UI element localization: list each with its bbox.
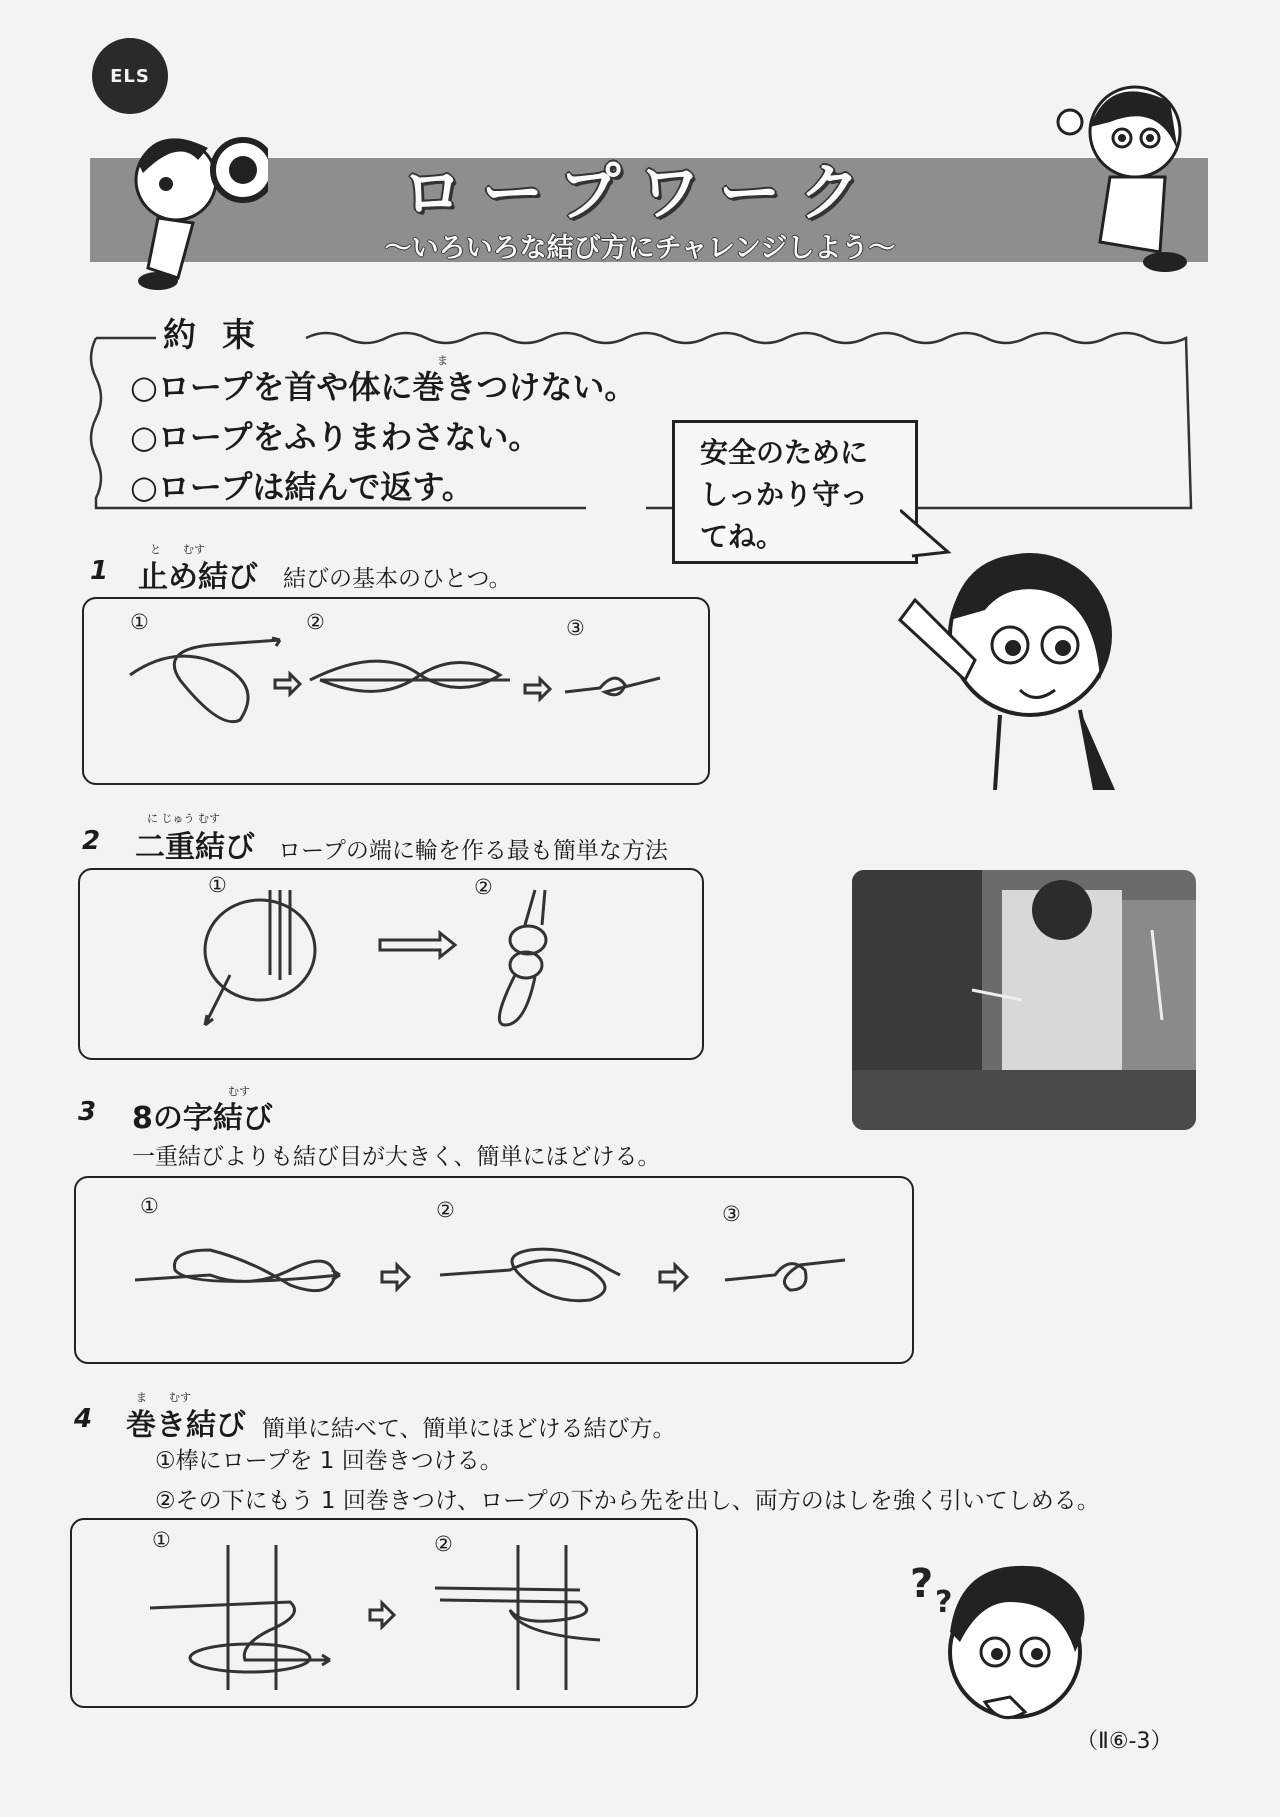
section-2-number: 2 bbox=[82, 826, 101, 856]
page-number: （Ⅱ⑥-3） bbox=[1076, 1729, 1173, 1754]
double-knot-diagram bbox=[190, 885, 590, 1045]
step-label: ① bbox=[130, 610, 149, 634]
step-label: ② bbox=[434, 1532, 453, 1556]
thinking-boy-illustration bbox=[900, 1552, 1110, 1732]
step-label: ① bbox=[208, 873, 227, 897]
section-3-description: 一重結びよりも結び目が大きく、簡単にほどける。 bbox=[132, 1144, 661, 1170]
speech-bubble-text: 安全のために しっかり守っ てね。 bbox=[700, 436, 869, 553]
step-label: ② bbox=[436, 1198, 455, 1222]
page-subtitle: ～いろいろな結び方にチャレンジしよう～ bbox=[384, 233, 896, 264]
page-title: ロープワーク bbox=[401, 156, 879, 229]
rule-item: ○ロープをふりまわさない。 bbox=[130, 418, 541, 456]
figure-eight-knot-diagram bbox=[130, 1230, 870, 1330]
section-2-title: 二重結び bbox=[135, 830, 255, 865]
section-3-ruby: むす bbox=[228, 1085, 250, 1098]
step-label: ② bbox=[474, 875, 493, 899]
section-4-ruby: ま むす bbox=[136, 1391, 191, 1404]
step-label: ② bbox=[306, 610, 325, 634]
pointing-girl-large-illustration bbox=[895, 540, 1135, 790]
promise-rules bbox=[130, 362, 636, 512]
school-logo: ELS bbox=[92, 38, 168, 114]
pointing-girl-illustration bbox=[1050, 72, 1210, 282]
section-4-instruction-1: ①棒にロープを 1 回巻きつける。 bbox=[155, 1448, 503, 1474]
section-1-description: 結びの基本のひとつ。 bbox=[283, 566, 512, 592]
step-label: ① bbox=[140, 1194, 159, 1218]
section-2-description: ロープの端に輪を作る最も簡単な方法 bbox=[278, 838, 668, 864]
magnifier-boy-illustration bbox=[118, 118, 268, 298]
section-3-title: 8の字結び bbox=[132, 1101, 273, 1136]
svg-text:?: ? bbox=[910, 1561, 934, 1607]
promise-heading: 約束 bbox=[163, 315, 281, 354]
section-1-number: 1 bbox=[90, 556, 109, 586]
section-4-number: 4 bbox=[74, 1404, 93, 1434]
rule-item: ○ロープは結んで返す。 bbox=[130, 468, 474, 506]
step-label: ① bbox=[152, 1528, 171, 1552]
section-4-title: 巻き結び bbox=[126, 1408, 246, 1443]
kids-rope-photo bbox=[852, 870, 1196, 1130]
section-4-description: 簡単に結べて、簡単にほどける結び方。 bbox=[262, 1416, 676, 1442]
rule-item: ○ロープを首や体に巻きつけない。 bbox=[130, 368, 637, 406]
step-label: ③ bbox=[722, 1202, 741, 1226]
overhand-knot-diagram bbox=[120, 630, 680, 750]
clove-hitch-diagram bbox=[140, 1540, 660, 1700]
section-1-ruby: と むす bbox=[150, 543, 205, 556]
section-4-instruction-2: ②その下にもう 1 回巻きつけ、ロープの下から先を出し、両方のはしを強く引いてしめる。 bbox=[155, 1488, 1100, 1514]
section-1-title: 止め結び bbox=[138, 560, 258, 595]
step-label: ③ bbox=[566, 616, 585, 640]
svg-text:?: ? bbox=[935, 1585, 953, 1620]
section-2-ruby: に じゅう むす bbox=[147, 812, 220, 825]
ruby-maki: ま bbox=[437, 354, 448, 367]
section-3-number: 3 bbox=[78, 1097, 97, 1127]
